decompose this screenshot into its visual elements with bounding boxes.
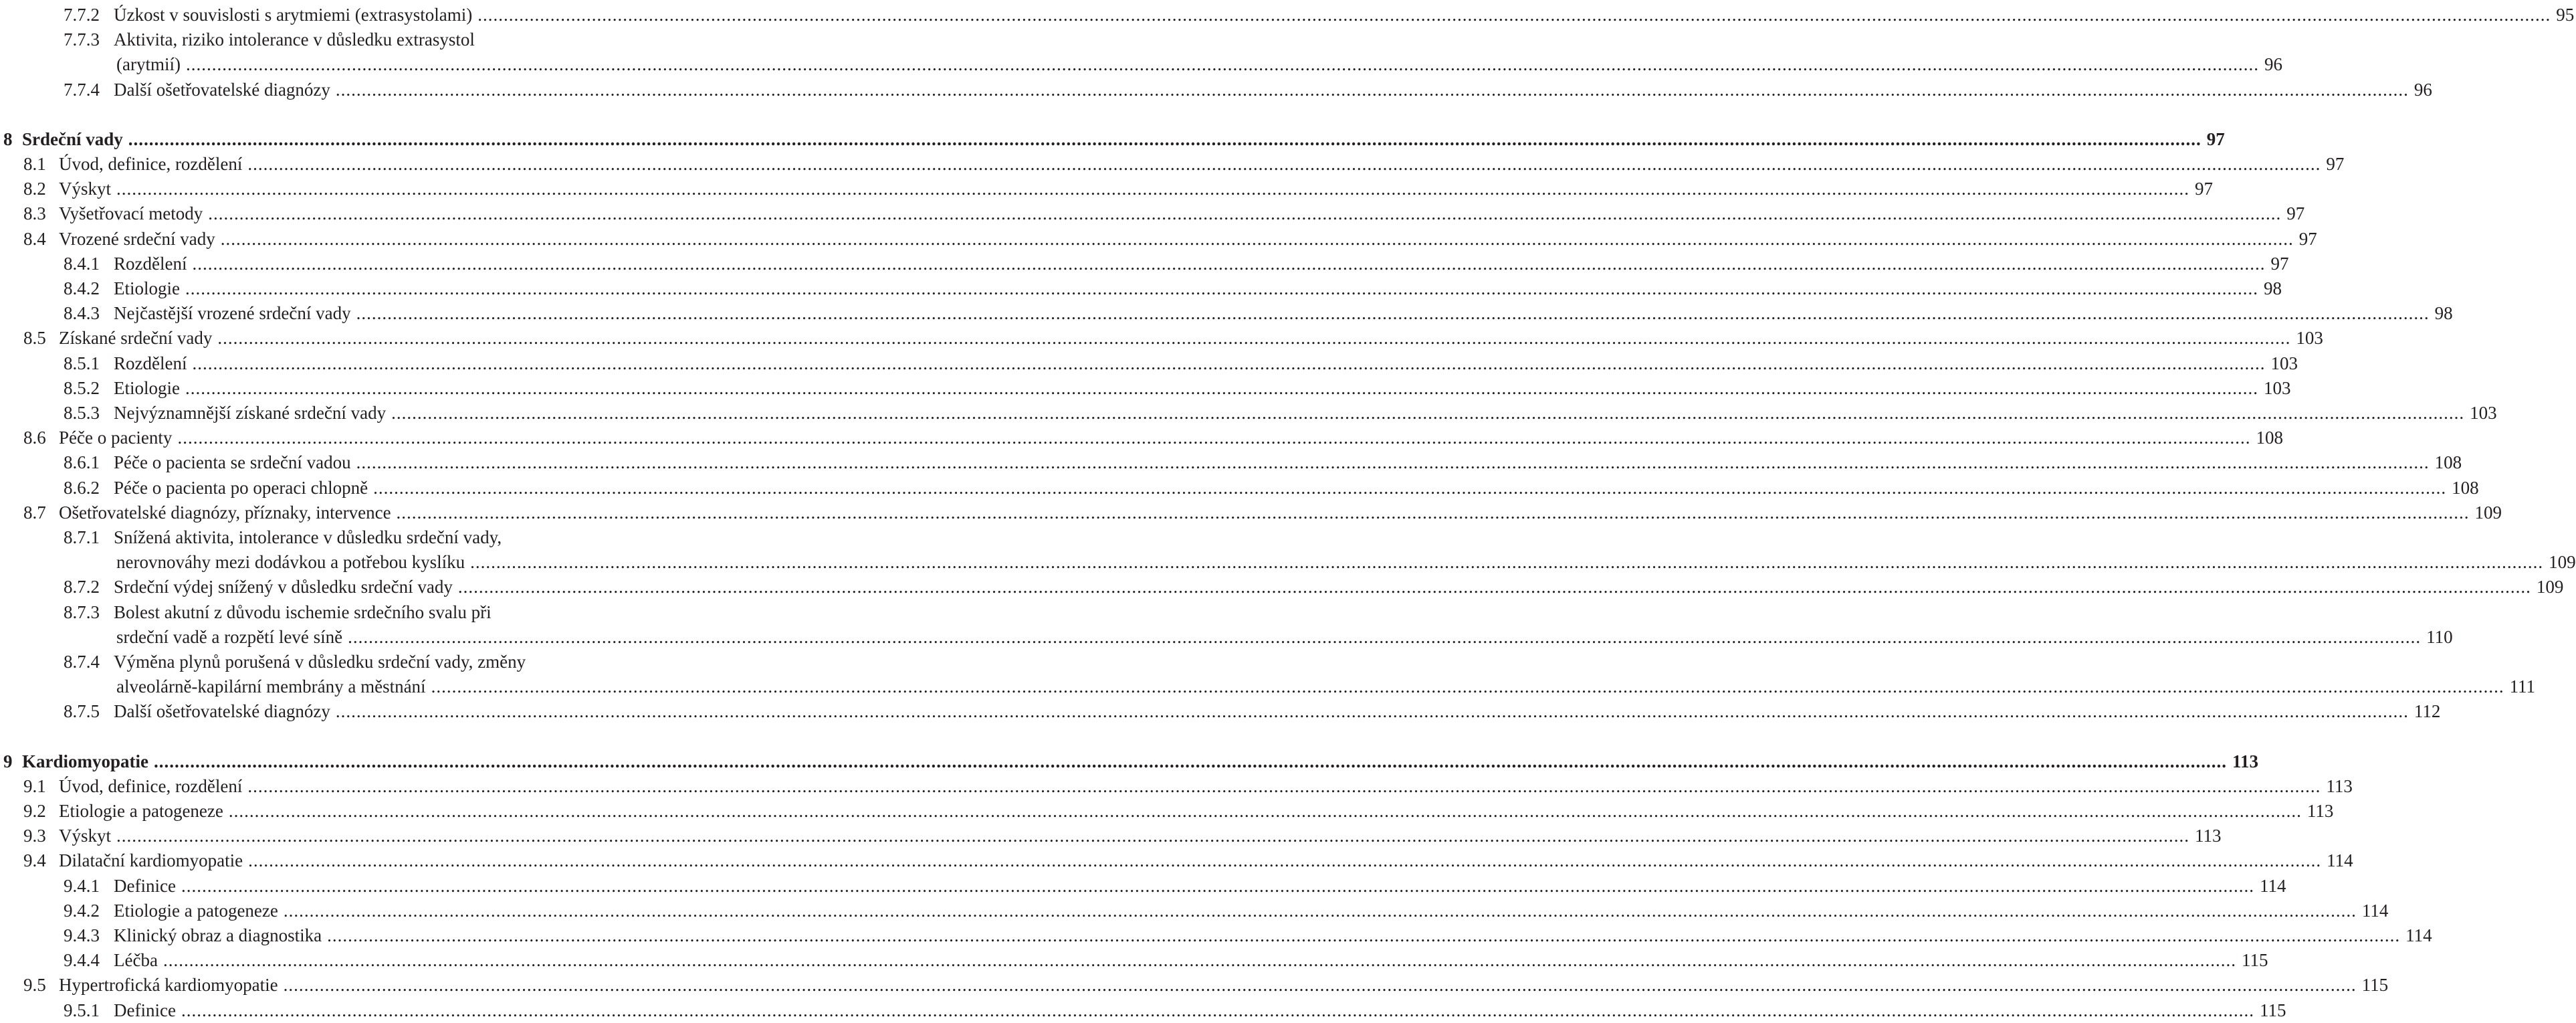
toc-entry-number: 7.7.4 bbox=[64, 80, 100, 100]
toc-row bbox=[0, 276, 2282, 301]
dot-leader: ................................................................................................................................................................................................................................................................................................................................................................................................................ bbox=[192, 254, 2266, 274]
dot-leader: ................................................................................................................................................................................................................................................................................................................................................................................................................ bbox=[128, 129, 2202, 149]
dot-leader: ................................................................................................................................................................................................................................................................................................................................................................................................................ bbox=[396, 502, 2470, 523]
toc-entry-title[interactable]: Srdeční výdej snížený v důsledku srdeční vady bbox=[114, 577, 453, 597]
toc-row bbox=[0, 78, 2432, 102]
toc-page-number[interactable]: 97 bbox=[2298, 229, 2317, 249]
toc-entry-number: 8.4.1 bbox=[64, 254, 100, 274]
toc-entry-number: 8 bbox=[3, 129, 13, 149]
toc-entry-title[interactable]: Péče o pacienta po operaci chlopně bbox=[114, 478, 368, 498]
toc-page-number[interactable]: 114 bbox=[2405, 925, 2432, 945]
toc-entry-number: 8.5.3 bbox=[64, 403, 100, 423]
toc-row bbox=[0, 848, 2353, 873]
toc-entry-title[interactable]: srdeční vadě a rozpětí levé síně bbox=[116, 627, 343, 647]
toc-row bbox=[0, 152, 2345, 177]
toc-page-number[interactable]: 115 bbox=[2241, 950, 2268, 970]
toc-entry-number: 9.2 bbox=[23, 801, 46, 821]
toc-page-number[interactable]: 96 bbox=[2413, 80, 2432, 100]
toc-entry-number: 9.5.1 bbox=[64, 1000, 100, 1020]
toc-page-number[interactable]: 97 bbox=[2326, 154, 2345, 174]
toc-entry-title[interactable]: Péče o pacienty bbox=[59, 428, 173, 448]
toc-row bbox=[0, 351, 2298, 376]
dot-leader: ................................................................................................................................................................................................................................................................................................................................................................................................................ bbox=[248, 850, 2322, 870]
dot-leader: ................................................................................................................................................................................................................................................................................................................................................................................................................ bbox=[356, 303, 2430, 323]
toc-page-number[interactable]: 109 bbox=[2549, 552, 2576, 572]
toc-entry-number: 9.4.3 bbox=[64, 925, 100, 945]
dot-leader: ................................................................................................................................................................................................................................................................................................................................................................................................................ bbox=[217, 328, 2291, 348]
toc-entry-number: 8.3 bbox=[23, 203, 46, 223]
toc-page-number[interactable]: 95 bbox=[2556, 5, 2575, 25]
dot-leader: ................................................................................................................................................................................................................................................................................................................................................................................................................ bbox=[185, 378, 2258, 398]
dot-leader: ................................................................................................................................................................................................................................................................................................................................................................................................................ bbox=[356, 452, 2430, 472]
toc-entry-title[interactable]: Získané srdeční vady bbox=[59, 328, 213, 348]
toc-row bbox=[0, 401, 2497, 426]
toc-row bbox=[0, 625, 2453, 650]
dot-leader: ................................................................................................................................................................................................................................................................................................................................................................................................................ bbox=[181, 1000, 2254, 1020]
dot-leader: ................................................................................................................................................................................................................................................................................................................................................................................................................ bbox=[154, 751, 2227, 771]
toc-entry-number: 9.1 bbox=[23, 776, 46, 796]
dot-leader: ................................................................................................................................................................................................................................................................................................................................................................................................................ bbox=[457, 577, 2531, 597]
toc-row bbox=[0, 874, 2286, 899]
toc-entry-title[interactable]: Bolest akutní z důvodu ischemie srdečního svalu při bbox=[114, 602, 492, 622]
toc-row bbox=[0, 476, 2479, 500]
toc-row bbox=[0, 3, 2575, 27]
dot-leader: ................................................................................................................................................................................................................................................................................................................................................................................................................ bbox=[116, 179, 2190, 199]
toc-entry-number: 9.4.4 bbox=[64, 950, 100, 970]
toc-entry-title[interactable]: Aktivita, riziko intolerance v důsledku extrasystol bbox=[114, 29, 475, 50]
dot-leader: ................................................................................................................................................................................................................................................................................................................................................................................................................ bbox=[335, 701, 2409, 721]
dot-leader: ................................................................................................................................................................................................................................................................................................................................................................................................................ bbox=[283, 901, 2357, 921]
dot-leader: ................................................................................................................................................................................................................................................................................................................................................................................................................ bbox=[181, 876, 2254, 896]
toc-row bbox=[0, 326, 2323, 351]
dot-leader: ................................................................................................................................................................................................................................................................................................................................................................................................................ bbox=[247, 776, 2321, 796]
dot-leader: ................................................................................................................................................................................................................................................................................................................................................................................................................ bbox=[192, 353, 2266, 373]
toc-entry-number: 8.7.2 bbox=[64, 577, 100, 597]
toc-row bbox=[0, 650, 639, 674]
toc-entry-title[interactable]: Ošetřovatelské diagnózy, příznaky, intervence bbox=[59, 502, 391, 523]
toc-page-number[interactable]: 103 bbox=[2263, 378, 2291, 398]
toc-row bbox=[0, 600, 639, 625]
toc-page-number[interactable]: 109 bbox=[2474, 502, 2502, 523]
toc-row bbox=[0, 227, 2317, 252]
toc-entry-title[interactable]: Nejčastější vrozené srdeční vady bbox=[114, 303, 351, 323]
toc-page-number[interactable]: 103 bbox=[2296, 328, 2323, 348]
dot-leader: ................................................................................................................................................................................................................................................................................................................................................................................................................ bbox=[220, 229, 2294, 249]
toc-entry-number: 8.5 bbox=[23, 328, 46, 348]
toc-entry-number: 8.4 bbox=[23, 229, 46, 249]
toc-entry-title[interactable]: Definice bbox=[114, 876, 176, 896]
toc-entry-number: 8.2 bbox=[23, 179, 46, 199]
toc-row bbox=[0, 973, 2389, 998]
toc-page-number[interactable]: 113 bbox=[2326, 776, 2353, 796]
toc-page-number[interactable]: 115 bbox=[2259, 1000, 2286, 1020]
toc-page-number[interactable]: 110 bbox=[2426, 627, 2453, 647]
toc-page-number[interactable]: 111 bbox=[2509, 676, 2536, 696]
toc-entry-title[interactable]: Etiologie bbox=[114, 378, 180, 398]
dot-leader: ................................................................................................................................................................................................................................................................................................................................................................................................................ bbox=[247, 154, 2321, 174]
toc-page-number[interactable]: 108 bbox=[2452, 478, 2479, 498]
toc-page-number[interactable]: 112 bbox=[2413, 701, 2441, 721]
toc-entry-title[interactable]: Péče o pacienta se srdeční vadou bbox=[114, 452, 351, 472]
toc-entry-number: 9.4.1 bbox=[64, 876, 100, 896]
toc-entry-number: 9.4.2 bbox=[64, 901, 100, 921]
toc-page-number[interactable]: 97 bbox=[2206, 129, 2225, 149]
toc-entry-title[interactable]: Léčba bbox=[114, 950, 158, 970]
toc-entry-title[interactable]: Výskyt bbox=[59, 179, 112, 199]
toc-entry-number: 8.4.2 bbox=[64, 278, 100, 298]
toc-entry-title[interactable]: Výměna plynů porušená v důsledku srdeční vady, změny bbox=[114, 652, 526, 672]
toc-row bbox=[0, 52, 2282, 77]
toc-entry-title[interactable]: Klinický obraz a diagnostika bbox=[114, 925, 322, 945]
toc-row bbox=[0, 127, 2225, 152]
toc-entry-number: 8.6.2 bbox=[64, 478, 100, 498]
toc-page-number[interactable]: 114 bbox=[2327, 850, 2353, 870]
toc-entry-number: 8.1 bbox=[23, 154, 46, 174]
toc-entry-title[interactable]: Srdeční vady bbox=[22, 129, 123, 149]
toc-page-number[interactable]: 113 bbox=[2195, 826, 2222, 846]
dot-leader: ................................................................................................................................................................................................................................................................................................................................................................................................................ bbox=[185, 54, 2259, 74]
toc-row bbox=[0, 575, 2564, 599]
toc-entry-number: 7.7.2 bbox=[64, 5, 100, 25]
toc-row bbox=[0, 550, 2576, 575]
toc-page-number[interactable]: 113 bbox=[2306, 801, 2334, 821]
dot-leader: ................................................................................................................................................................................................................................................................................................................................................................................................................ bbox=[163, 950, 2236, 970]
toc-entry-title[interactable]: Etiologie a patogeneze bbox=[59, 801, 223, 821]
toc-entry-number: 9.3 bbox=[23, 826, 46, 846]
dot-leader: ................................................................................................................................................................................................................................................................................................................................................................................................................ bbox=[208, 203, 2282, 223]
toc-entry-number: 7.7.3 bbox=[64, 29, 100, 50]
toc-row bbox=[0, 899, 2389, 923]
toc-row bbox=[0, 450, 2462, 475]
dot-leader: ................................................................................................................................................................................................................................................................................................................................................................................................................ bbox=[228, 801, 2302, 821]
toc-row bbox=[0, 500, 2502, 525]
toc-entry-title[interactable]: Etiologie a patogeneze bbox=[114, 901, 278, 921]
toc-page-number[interactable]: 98 bbox=[2434, 303, 2453, 323]
dot-leader: ................................................................................................................................................................................................................................................................................................................................................................................................................ bbox=[431, 676, 2504, 696]
toc-entry-title[interactable]: Výskyt bbox=[59, 826, 112, 846]
toc-row bbox=[0, 998, 2286, 1023]
dot-leader: ................................................................................................................................................................................................................................................................................................................................................................................................................ bbox=[373, 478, 2447, 498]
toc-entry-title[interactable]: Snížená aktivita, intolerance v důsledku srdeční vady, bbox=[114, 527, 502, 547]
toc-entry-title[interactable]: Hypertrofická kardiomyopatie bbox=[59, 975, 278, 995]
toc-row bbox=[0, 774, 2353, 799]
dot-leader: ................................................................................................................................................................................................................................................................................................................................................................................................................ bbox=[116, 826, 2190, 846]
toc-entry-title[interactable]: nerovnováhy mezi dodávkou a potřebou kyslíku bbox=[116, 552, 465, 572]
toc-page-number[interactable]: 115 bbox=[2361, 975, 2389, 995]
dot-leader: ................................................................................................................................................................................................................................................................................................................................................................................................................ bbox=[327, 925, 2401, 945]
dot-leader: ................................................................................................................................................................................................................................................................................................................................................................................................................ bbox=[470, 552, 2544, 572]
toc-entry-title[interactable]: Definice bbox=[114, 1000, 176, 1020]
toc-entry-title[interactable]: Kardiomyopatie bbox=[22, 751, 148, 771]
toc-page-number[interactable]: 98 bbox=[2263, 278, 2282, 298]
toc-entry-number: 8.5.1 bbox=[64, 353, 100, 373]
toc-row bbox=[0, 301, 2453, 326]
toc-page-number[interactable]: 108 bbox=[2434, 452, 2462, 472]
toc-row bbox=[0, 674, 2536, 699]
dot-leader: ................................................................................................................................................................................................................................................................................................................................................................................................................ bbox=[477, 5, 2551, 25]
toc-row bbox=[0, 27, 639, 52]
toc-row bbox=[0, 376, 2291, 401]
toc-entry-number: 8.6 bbox=[23, 428, 46, 448]
toc-row bbox=[0, 201, 2305, 226]
toc-page-number[interactable]: 108 bbox=[2256, 428, 2283, 448]
toc-row bbox=[0, 948, 2268, 973]
toc-page-number[interactable]: 103 bbox=[2270, 353, 2298, 373]
toc-row bbox=[0, 426, 2283, 450]
toc-row bbox=[0, 923, 2432, 948]
toc-entry-number: 8.7.5 bbox=[64, 701, 100, 721]
toc-page-number[interactable]: 97 bbox=[2270, 254, 2289, 274]
toc-entry-title[interactable]: Rozdělení bbox=[114, 353, 187, 373]
toc-row bbox=[0, 177, 2214, 201]
toc-entry-title[interactable]: Rozdělení bbox=[114, 254, 187, 274]
toc-page-number[interactable]: 96 bbox=[2264, 54, 2282, 74]
dot-leader: ................................................................................................................................................................................................................................................................................................................................................................................................................ bbox=[391, 403, 2465, 423]
toc-entry-title[interactable]: Etiologie bbox=[114, 278, 180, 298]
toc-row bbox=[0, 799, 2334, 824]
toc-entry-title[interactable]: Dilatační kardiomyopatie bbox=[59, 850, 243, 870]
toc-row bbox=[0, 824, 2222, 848]
toc-page-number[interactable]: 114 bbox=[2361, 901, 2389, 921]
toc-entry-title[interactable]: Úvod, definice, rozdělení bbox=[59, 154, 243, 174]
toc-row bbox=[0, 749, 2259, 774]
toc-entry-number: 8.7.3 bbox=[64, 602, 100, 622]
toc-entry-number: 9.5 bbox=[23, 975, 46, 995]
toc-entry-number: 8.7.1 bbox=[64, 527, 100, 547]
toc-row bbox=[0, 525, 639, 550]
toc-page-number[interactable]: 114 bbox=[2259, 876, 2286, 896]
toc-entry-number: 9 bbox=[3, 751, 13, 771]
toc-entry-title[interactable]: Úvod, definice, rozdělení bbox=[59, 776, 243, 796]
toc-row bbox=[0, 699, 2441, 724]
toc-page-number[interactable]: 103 bbox=[2470, 403, 2497, 423]
dot-leader: ................................................................................................................................................................................................................................................................................................................................................................................................................ bbox=[185, 278, 2258, 298]
toc-page-number[interactable]: 97 bbox=[2195, 179, 2214, 199]
toc-entry-number: 8.6.1 bbox=[64, 452, 100, 472]
dot-leader: ................................................................................................................................................................................................................................................................................................................................................................................................................ bbox=[177, 428, 2251, 448]
toc-entry-number: 8.7.4 bbox=[64, 652, 100, 672]
toc-entry-title[interactable]: Další ošetřovatelské diagnózy bbox=[114, 80, 330, 100]
dot-leader: ................................................................................................................................................................................................................................................................................................................................................................................................................ bbox=[348, 627, 2422, 647]
toc-entry-title[interactable]: Úzkost v souvislosti s arytmiemi (extrasystolami) bbox=[114, 5, 473, 25]
toc-entry-title[interactable]: alveolárně-kapilární membrány a městnání bbox=[116, 676, 426, 696]
dot-leader: ................................................................................................................................................................................................................................................................................................................................................................................................................ bbox=[335, 80, 2409, 100]
toc-entry-title[interactable]: Vrozené srdeční vady bbox=[59, 229, 215, 249]
toc-page-number[interactable]: 97 bbox=[2286, 203, 2305, 223]
toc-entry-number: 8.7 bbox=[23, 502, 46, 523]
toc-entry-title[interactable]: Vyšetřovací metody bbox=[59, 203, 203, 223]
toc-entry-number: 8.5.2 bbox=[64, 378, 100, 398]
toc-entry-number: 9.4 bbox=[23, 850, 46, 870]
toc-entry-number: 8.4.3 bbox=[64, 303, 100, 323]
toc-entry-title[interactable]: Další ošetřovatelské diagnózy bbox=[114, 701, 330, 721]
toc-entry-title[interactable]: (arytmií) bbox=[116, 54, 181, 74]
toc-row bbox=[0, 252, 2289, 276]
dot-leader: ................................................................................................................................................................................................................................................................................................................................................................................................................ bbox=[283, 975, 2357, 995]
toc-page-number[interactable]: 113 bbox=[2232, 751, 2259, 771]
toc-entry-title[interactable]: Nejvýznamnější získané srdeční vady bbox=[114, 403, 387, 423]
toc-page-number[interactable]: 109 bbox=[2536, 577, 2564, 597]
